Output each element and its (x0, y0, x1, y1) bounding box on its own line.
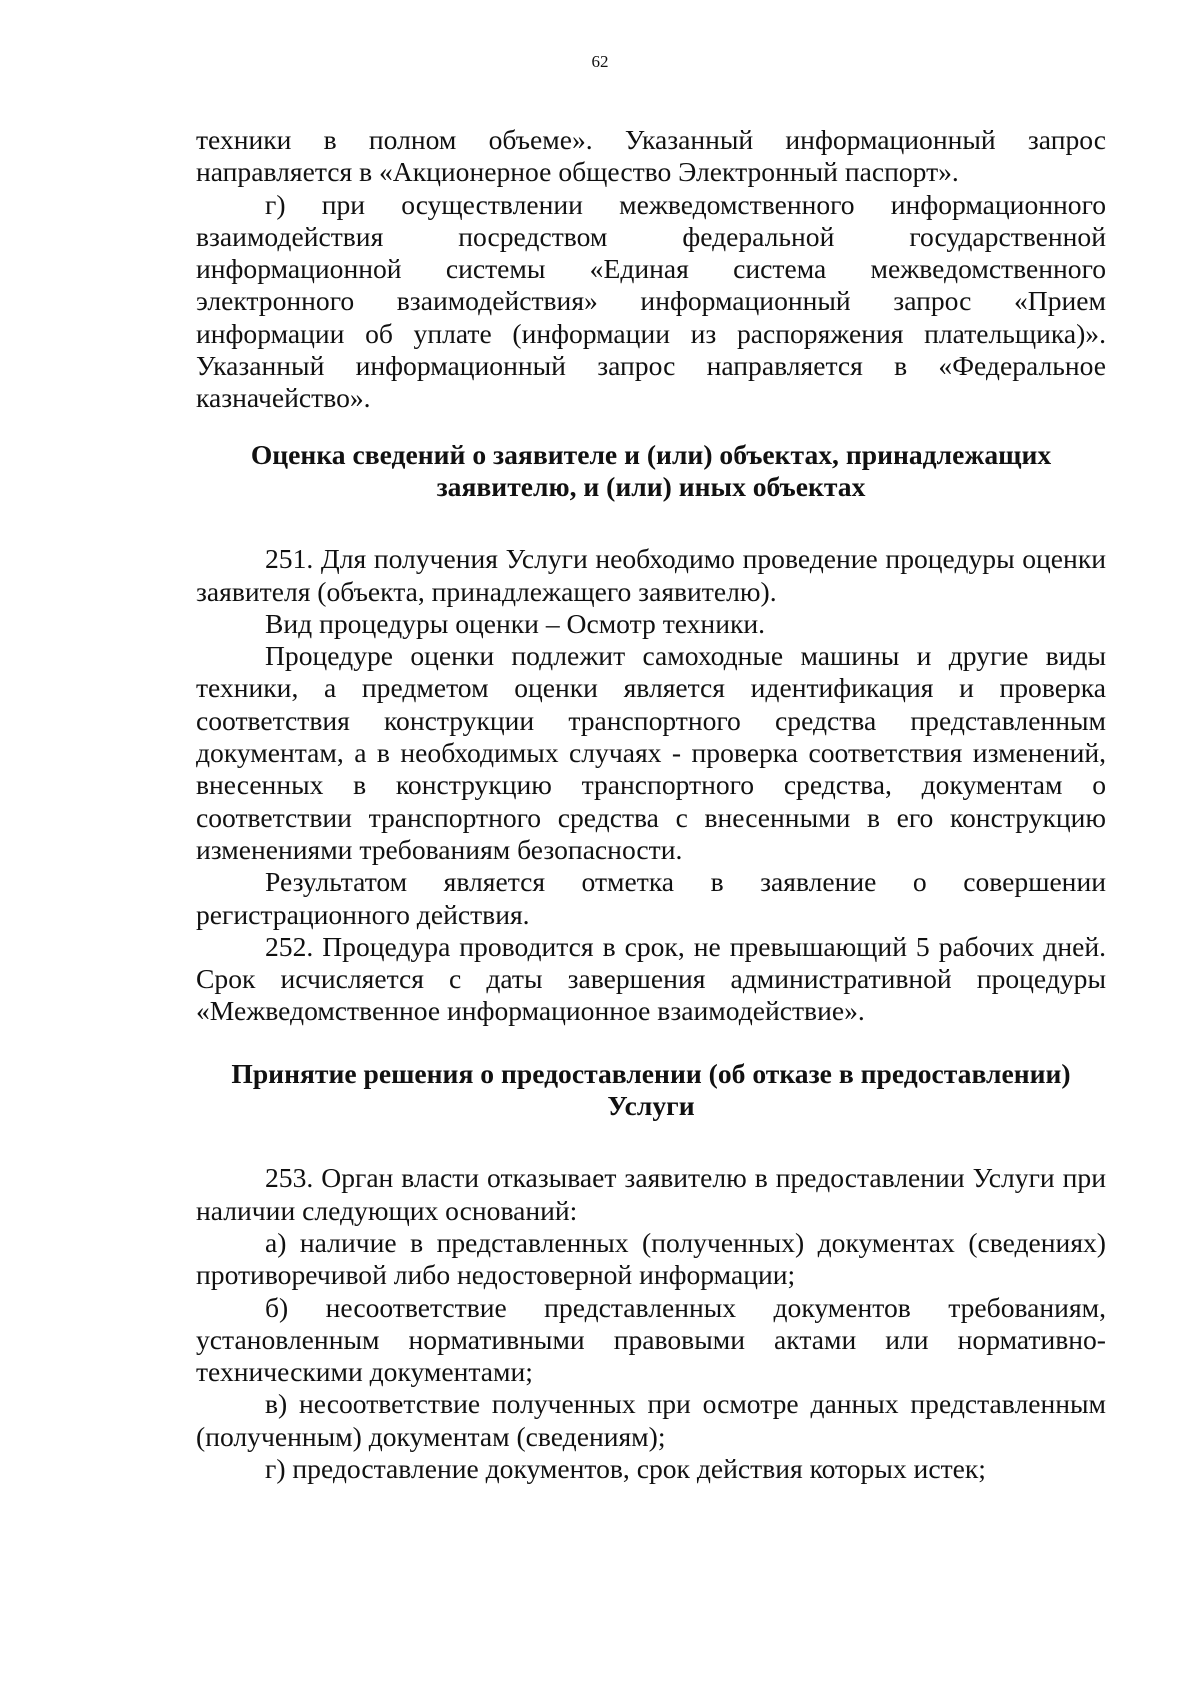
heading-line: Принятие решения о предоставлении (об отказе в предоставлении) (231, 1057, 1071, 1089)
section-heading-assessment (196, 439, 1106, 504)
paragraph-assessment-type: Вид процедуры оценки – Осмотр техники. (265, 607, 766, 639)
paragraph-253: 253. Орган власти отказывает заявителю в предоставлении Услуги при наличии следующих оснований: (196, 1162, 1106, 1226)
paragraph-item-b: б) несоответствие представленных документов требованиям, установленным нормативными правовыми актами или нормативно-техническими документами; (196, 1291, 1106, 1388)
paragraph-item-g: г) при осуществлении межведомственного информационного взаимодействия посредством федеральной государственной информационной системы «Единая система межведомственного электронного взаимодействия» информационный запрос «Прием информации об уплате (информации из распоряжения плательщика)». Указанный информационный запрос направляется в «Федеральное казначейство». (196, 188, 1106, 414)
document-body (196, 124, 1106, 1485)
paragraph-item-a: а) наличие в представленных (полученных) документах (сведениях) противоречивой либо недостоверной информации; (196, 1226, 1106, 1291)
heading-line: Услуги (607, 1090, 695, 1122)
paragraph-252: 252. Процедура проводится в срок, не превышающий 5 рабочих дней. Срок исчисляется с даты завершения административной процедуры «Межведомственное информационное взаимодействие». (196, 930, 1106, 1027)
section-heading-decision (196, 1058, 1106, 1123)
paragraph-assessment-procedure: Процедуре оценки подлежит самоходные машины и другие виды техники, а предметом оценки является идентификация и проверка соответствия конструкции транспортного средства представленным документам, а в необходимых случаях - проверка соответствия изменений, внесенных в конструкцию транспортного средства, документам о соответствии транспортного средства с внесенными в его конструкцию изменениями требованиям безопасности. (196, 640, 1106, 865)
paragraph-item-g2: г) предоставление документов, срок действия которых истек; (265, 1452, 986, 1484)
heading-line: Оценка сведений о заявителе и (или) объектах, принадлежащих (250, 438, 1052, 470)
paragraph-continuation: техники в полном объеме». Указанный информационный запрос направляется в «Акционерное общество Электронный паспорт». (196, 124, 1106, 188)
page-number: 62 (591, 52, 609, 71)
paragraph-item-v: в) несоответствие полученных при осмотре данных представленным (полученным) документам (сведениям); (196, 1388, 1106, 1452)
paragraph-result: Результатом является отметка в заявление о совершении регистрационного действия. (196, 866, 1106, 930)
paragraph-251: 251. Для получения Услуги необходимо проведение процедуры оценки заявителя (объекта, принадлежащего заявителю). (196, 543, 1106, 607)
heading-line: заявителю, и (или) иных объектах (436, 470, 866, 502)
